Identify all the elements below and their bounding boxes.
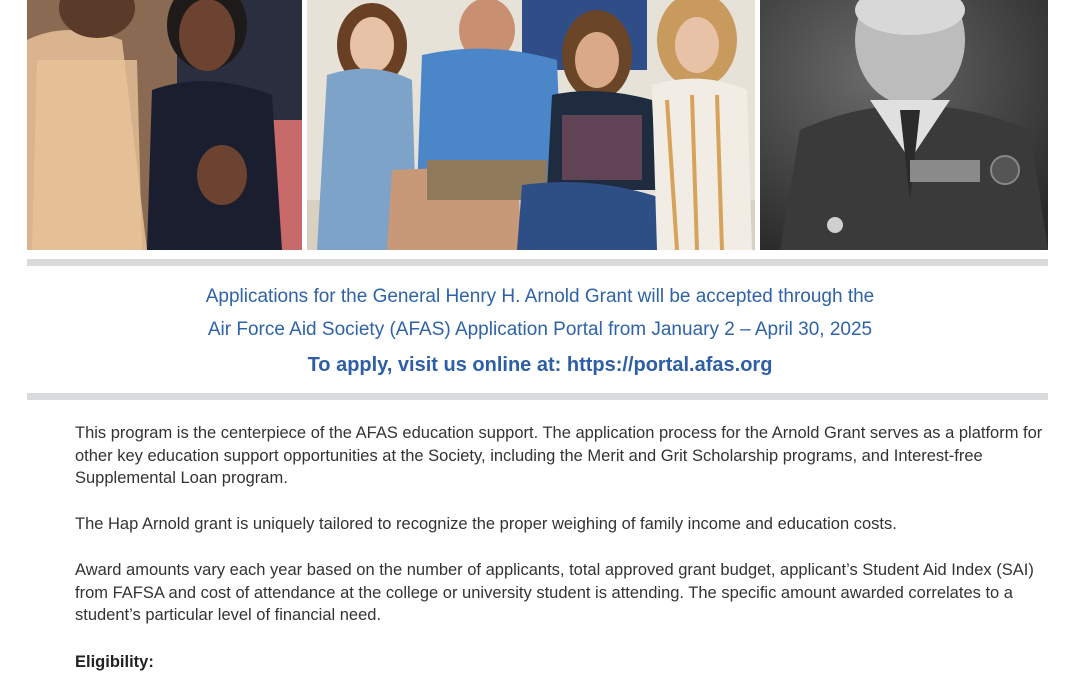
award-amounts-text: Award amounts vary each year based on the number of applicants, total approved grant budget, applicant’s Student Aid Index (SAI) from FAFSA and cost of attendance at the college or university student is attending. The specific amount awarded correlates to a student’s particular level of financial need. [75, 561, 1034, 624]
divider-top [27, 259, 1048, 266]
grant-tailoring-text: The Hap Arnold grant is uniquely tailored to recognize the proper weighing of family income and education costs. [75, 515, 897, 533]
couple-photo [27, 0, 302, 250]
family-photo [307, 0, 755, 250]
announcement-line-1: Applications for the General Henry H. Arnold Grant will be accepted through the [205, 286, 875, 307]
announcement-line-2: Air Force Aid Society (AFAS) Application Portal from January 2 – April 30, 2025 [207, 319, 873, 340]
program-description: This program is the centerpiece of the AFAS education support. The application process for the Arnold Grant serves as a platform for other key education support opportunities at the Society, including the Merit and Grit Scholarship programs, and Interest-free Supplemental Loan program. [75, 424, 1043, 487]
general-portrait-photo [760, 0, 1048, 250]
apply-link[interactable]: To apply, visit us online at: https://portal.afas.org [307, 354, 773, 376]
eligibility-heading: Eligibility: [75, 653, 154, 671]
divider-bottom [27, 393, 1048, 400]
